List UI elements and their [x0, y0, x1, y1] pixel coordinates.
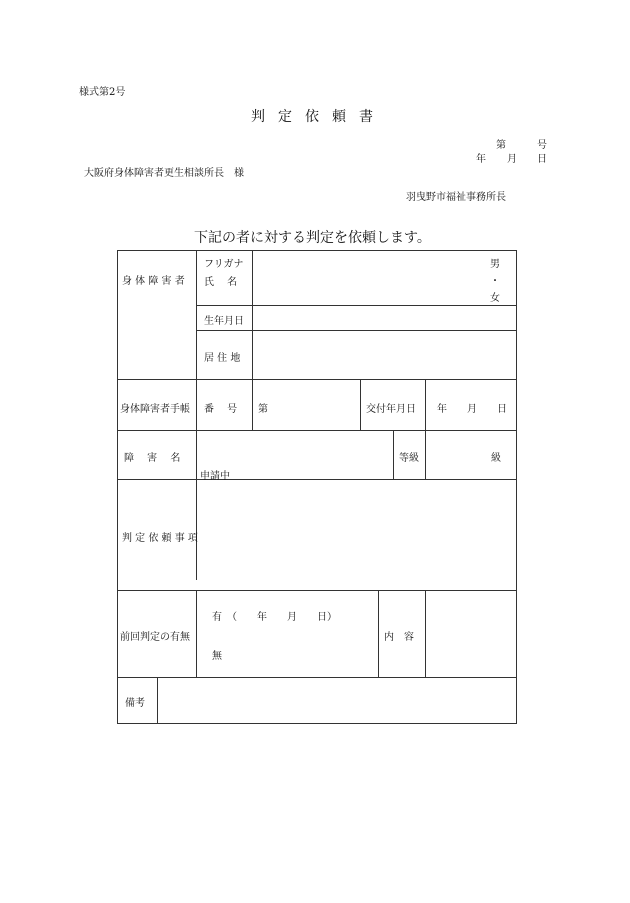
date-month: 月 — [507, 154, 517, 165]
disability-value[interactable]: 申請中 — [200, 471, 230, 482]
name-label: 氏 名 — [204, 277, 238, 288]
issue-year: 年 — [437, 404, 447, 415]
prev-yes-option[interactable]: 有 （ 年 月 日） — [212, 612, 337, 623]
remarks-field[interactable] — [161, 681, 512, 719]
sex-male[interactable]: 男 — [490, 259, 500, 270]
number-prefix: 第 — [258, 404, 268, 415]
handbook-number-field[interactable] — [272, 396, 356, 414]
document-title: 判定依頼書 — [251, 109, 386, 125]
content-label: 内 容 — [384, 632, 414, 643]
issue-day: 日 — [497, 404, 507, 415]
date-year: 年 — [476, 154, 486, 165]
furigana-label: フリガナ — [204, 259, 244, 270]
doc-number-suffix: 号 — [537, 140, 547, 151]
name-field[interactable] — [255, 274, 425, 296]
grade-label: 等級 — [399, 453, 419, 464]
grade-suffix: 級 — [491, 453, 501, 464]
sex-separator: ・ — [490, 276, 500, 287]
content-field[interactable] — [429, 594, 512, 674]
issue-month: 月 — [467, 404, 477, 415]
form-number: 様式第2号 — [79, 87, 126, 98]
person-label: 身 体 障 害 者 — [122, 276, 185, 287]
address-label: 居 住 地 — [204, 353, 241, 364]
date-day: 日 — [537, 154, 547, 165]
request-sentence: 下記の者に対する判定を依頼します。 — [194, 230, 431, 246]
request-items-label: 判 定 依 頼 事 項 — [122, 533, 198, 544]
address-field[interactable] — [255, 335, 513, 375]
remarks-label: 備考 — [125, 698, 145, 709]
issue-date-label: 交付年月日 — [366, 404, 416, 415]
disability-label: 障 害 名 — [124, 453, 181, 464]
sender: 羽曳野市福祉事務所長 — [406, 192, 506, 203]
request-items-field[interactable] — [200, 484, 512, 586]
prev-no-option[interactable]: 無 — [212, 651, 222, 662]
handbook-label: 身体障害者手帳 — [120, 404, 190, 415]
birthdate-label: 生年月日 — [204, 316, 244, 327]
prev-judgement-label: 前回判定の有無 — [120, 632, 190, 643]
birthdate-field[interactable] — [255, 309, 513, 327]
doc-number-prefix: 第 — [496, 140, 506, 151]
addressee: 大阪府身体障害者更生相談所長 様 — [84, 168, 244, 179]
furigana-field[interactable] — [255, 258, 425, 270]
number-label: 番 号 — [204, 404, 238, 415]
sex-female[interactable]: 女 — [490, 293, 500, 304]
